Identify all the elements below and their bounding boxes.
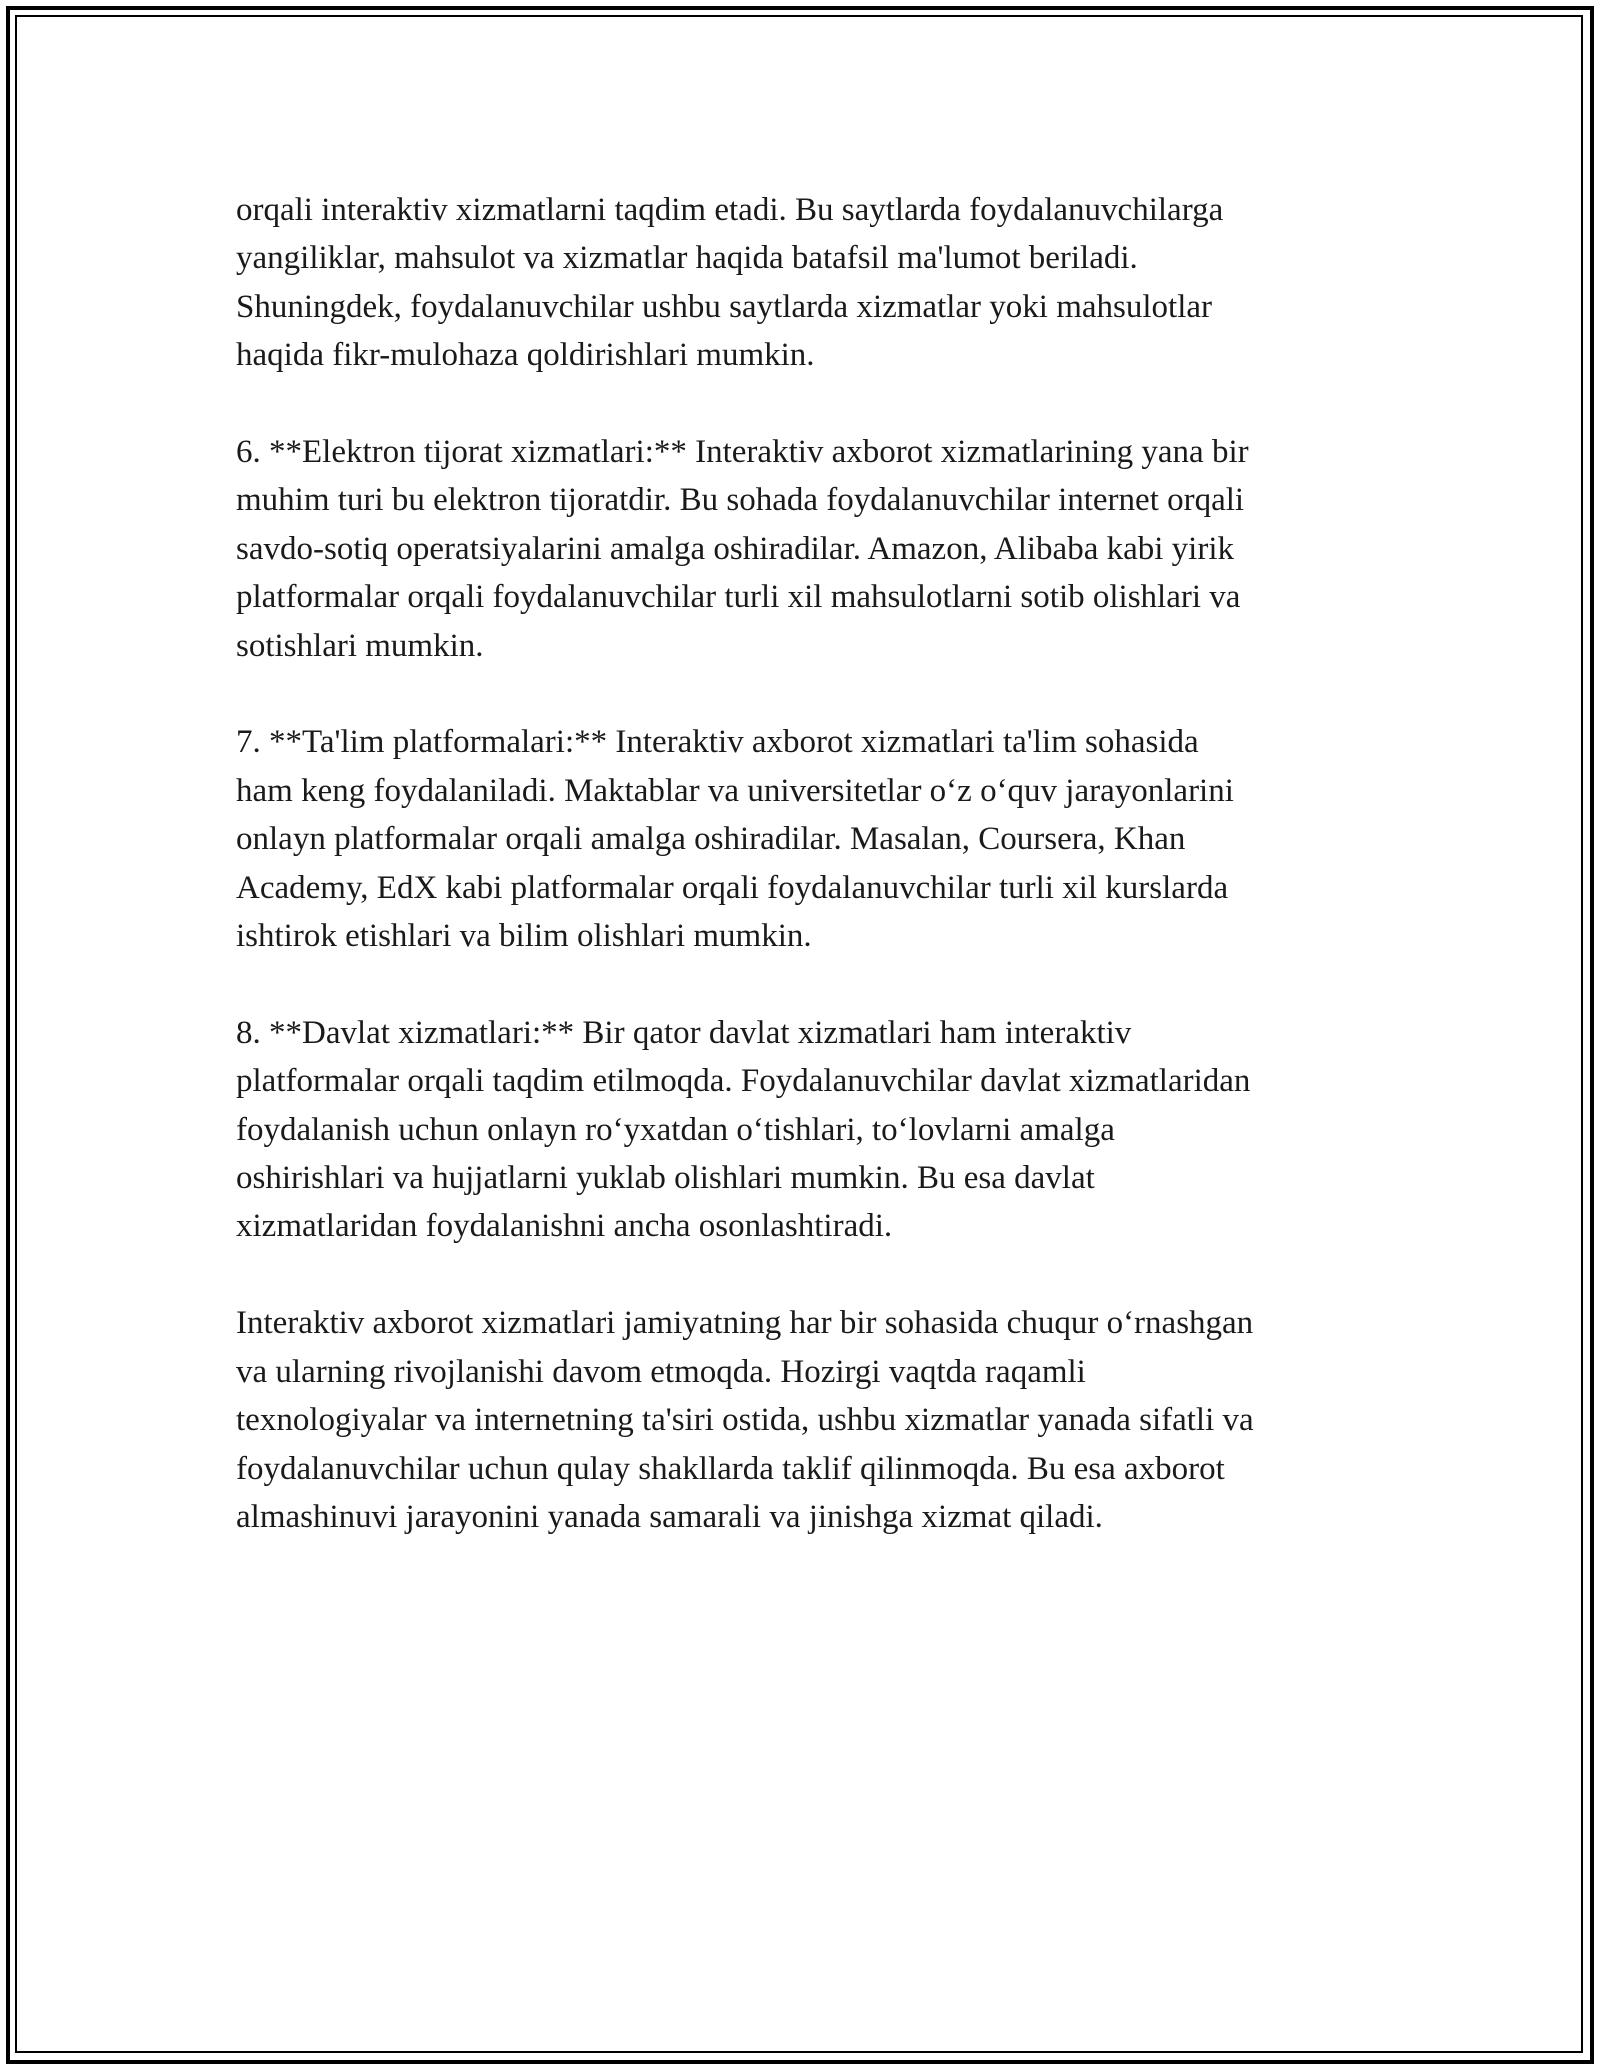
- text-line: texnologiyalar va internetning ta'siri ostida, ushbu xizmatlar yanada sifatli va: [236, 1402, 1254, 1439]
- text-line: orqali interaktiv xizmatlarni taqdim etadi. Bu saytlarda foydalanuvchilarga: [236, 192, 1224, 228]
- paragraph-education: [236, 718, 1386, 960]
- text-line: ham keng foydalaniladi. Maktablar va universitetlar o‘z o‘quv jarayonlarini: [236, 772, 1234, 809]
- text-line: onlayn platformalar orqali amalga oshiradilar. Masalan, Coursera, Khan: [236, 821, 1186, 858]
- text-line: haqida fikr-mulohaza qoldirishlari mumkin.: [236, 337, 815, 374]
- text-line: sotishlari mumkin.: [236, 627, 484, 664]
- text-line: Shuningdek, foydalanuvchilar ushbu saytlarda xizmatlar yoki mahsulotlar: [236, 288, 1213, 325]
- text-line: Academy, EdX kabi platformalar orqali foydalanuvchilar turli xil kurslarda: [236, 869, 1229, 906]
- text-line: va ularning rivojlanishi davom etmoqda. Hozirgi vaqtda raqamli: [236, 1353, 1086, 1390]
- paragraph-websites-continued: [236, 186, 1386, 380]
- paragraph-government: [236, 1009, 1386, 1251]
- text-line: yangiliklar, mahsulot va xizmatlar haqida batafsil ma'lumot beriladi.: [236, 240, 1138, 277]
- text-line: 8. **Davlat xizmatlari:** Bir qator davlat xizmatlari ham interaktiv: [236, 1014, 1132, 1051]
- text-line: muhim turi bu elektron tijoratdir. Bu sohada foydalanuvchilar internet orqali: [236, 482, 1245, 519]
- text-line: foydalanuvchilar uchun qulay shakllarda taklif qilinmoqda. Bu esa axborot: [236, 1450, 1225, 1487]
- text-line: platformalar orqali taqdim etilmoqda. Foydalanuvchilar davlat xizmatlaridan: [236, 1063, 1251, 1100]
- text-line: almashinuvi jarayonini yanada samarali va jinishga xizmat qiladi.: [236, 1498, 1103, 1535]
- text-line: platformalar orqali foydalanuvchilar turli xil mahsulotlarni sotib olishlari va: [236, 579, 1241, 616]
- text-line: 6. **Elektron tijorat xizmatlari:** Interaktiv axborot xizmatlarining yana bir: [236, 434, 1249, 471]
- paragraph-ecommerce: [236, 428, 1386, 670]
- text-line: 7. **Ta'lim platformalari:** Interaktiv axborot xizmatlari ta'lim sohasida: [236, 724, 1199, 761]
- document-body: [236, 186, 1386, 1590]
- text-line: Interaktiv axborot xizmatlari jamiyatning har bir sohasida chuqur o‘rnashgan: [236, 1305, 1254, 1342]
- text-line: oshirishlari va hujjatlarni yuklab olishlari mumkin. Bu esa davlat: [236, 1160, 1095, 1197]
- text-line: savdo-sotiq operatsiyalarini amalga oshiradilar. Amazon, Alibaba kabi yirik: [236, 530, 1234, 567]
- text-line: foydalanish uchun onlayn ro‘yxatdan o‘tishlari, to‘lovlarni amalga: [236, 1111, 1115, 1148]
- paragraph-conclusion: [236, 1299, 1386, 1541]
- text-line: ishtirok etishlari va bilim olishlari mumkin.: [236, 918, 812, 955]
- text-line: xizmatlaridan foydalanishni ancha osonlashtiradi.: [236, 1208, 893, 1245]
